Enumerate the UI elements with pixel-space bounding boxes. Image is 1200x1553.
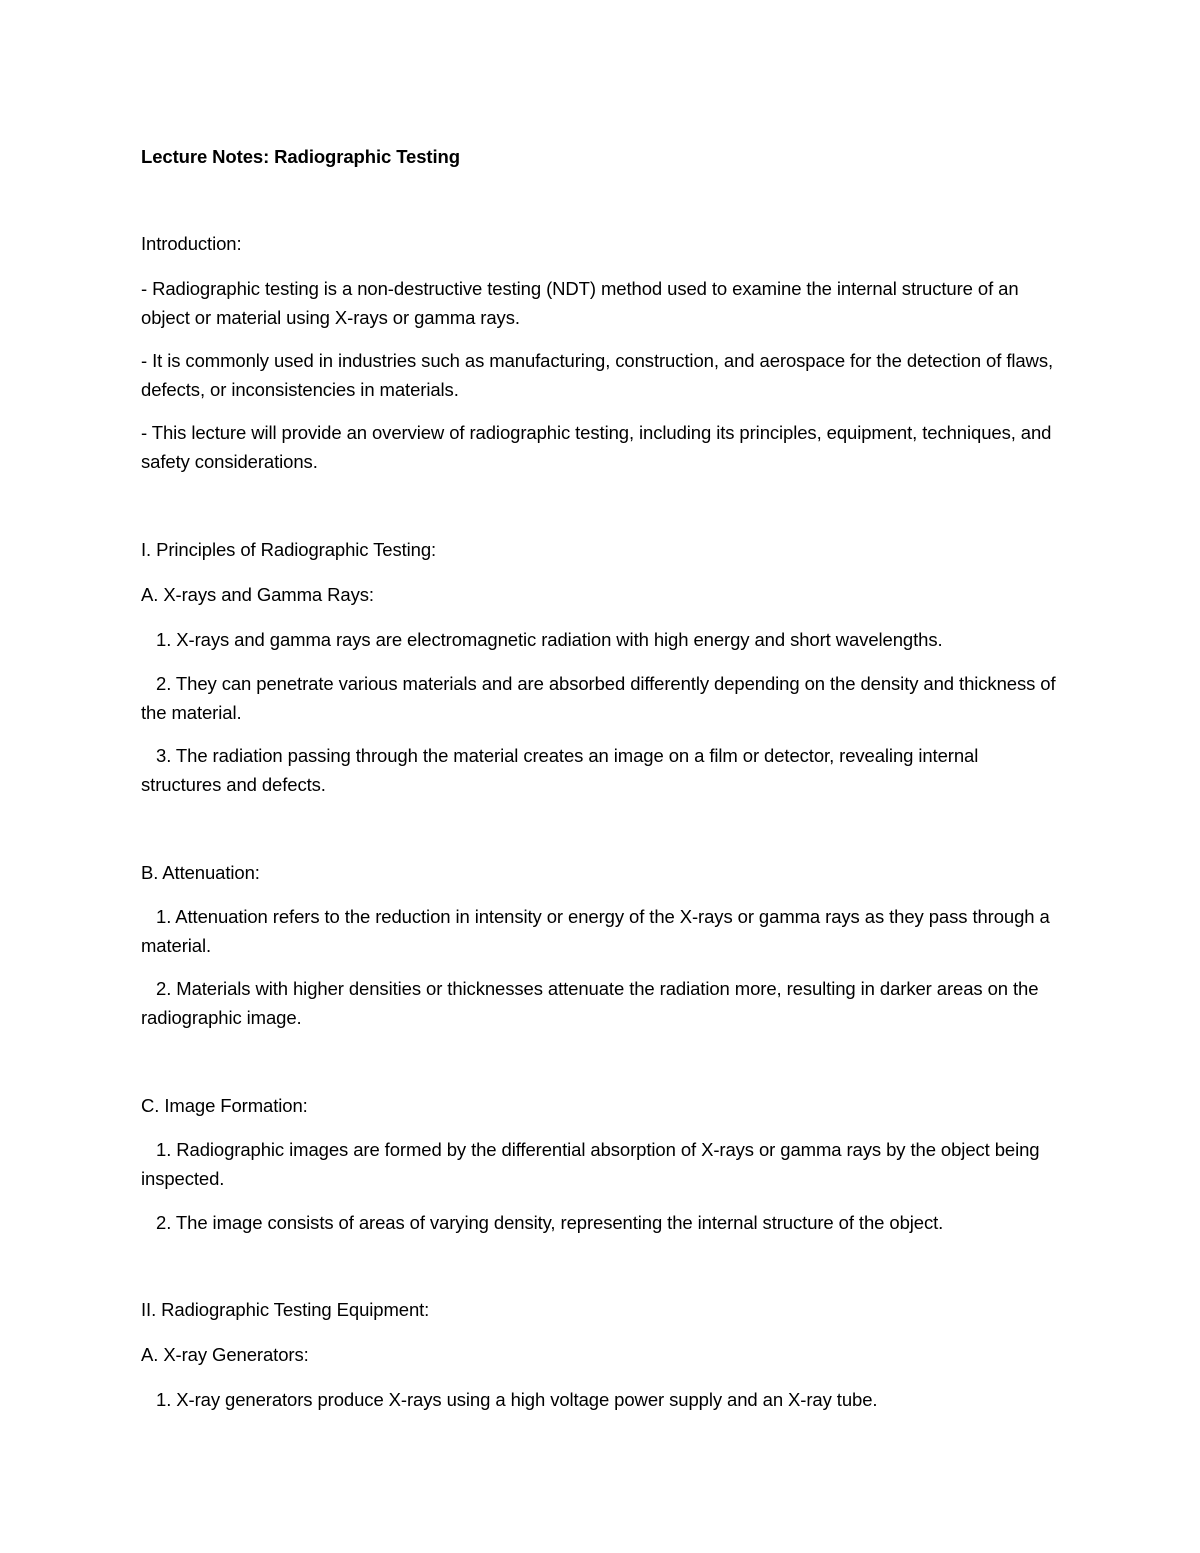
section2a-heading: A. X-ray Generators:: [141, 1344, 309, 1365]
intro-bullet-2: - It is commonly used in industries such as manufacturing, construction, and aerospace for the detection of flaws, defects, or inconsistencies in materials.: [141, 350, 1054, 400]
section1a-item-1: 1. X-rays and gamma rays are electromagnetic radiation with high energy and short wavelengths.: [156, 629, 943, 650]
section2a-item-1: 1. X-ray generators produce X-rays using a high voltage power supply and an X-ray tube.: [156, 1389, 878, 1410]
section1c-item-1: 1. Radiographic images are formed by the differential absorption of X-rays or gamma rays by the object being inspected.: [141, 1139, 1040, 1189]
section1b-item-1: 1. Attenuation refers to the reduction in intensity or energy of the X-rays or gamma rays as they pass through a material.: [141, 906, 1050, 956]
intro-bullet-3: - This lecture will provide an overview of radiographic testing, including its principles, equipment, techniques, and safety considerations.: [141, 422, 1052, 472]
section1c-item-2: 2. The image consists of areas of varying density, representing the internal structure of the object.: [156, 1212, 944, 1233]
section1b-item-2: 2. Materials with higher densities or thicknesses attenuate the radiation more, resulting in darker areas on the radiographic image.: [141, 978, 1039, 1028]
intro-bullet-1: - Radiographic testing is a non-destructive testing (NDT) method used to examine the internal structure of an object or material using X-rays or gamma rays.: [141, 278, 1019, 328]
section1a-heading: A. X-rays and Gamma Rays:: [141, 584, 374, 605]
section1a-item-3: 3. The radiation passing through the material creates an image on a film or detector, revealing internal structures and defects.: [141, 745, 979, 795]
section1a-item-2: 2. They can penetrate various materials and are absorbed differently depending on the density and thickness of the material.: [141, 673, 1056, 723]
document-title: Lecture Notes: Radiographic Testing: [141, 146, 460, 167]
section2-heading: II. Radiographic Testing Equipment:: [141, 1299, 430, 1320]
section1b-heading: B. Attenuation:: [141, 862, 260, 883]
section1-heading: I. Principles of Radiographic Testing:: [141, 539, 437, 560]
section1c-heading: C. Image Formation:: [141, 1095, 308, 1116]
intro-heading: Introduction:: [141, 233, 242, 254]
